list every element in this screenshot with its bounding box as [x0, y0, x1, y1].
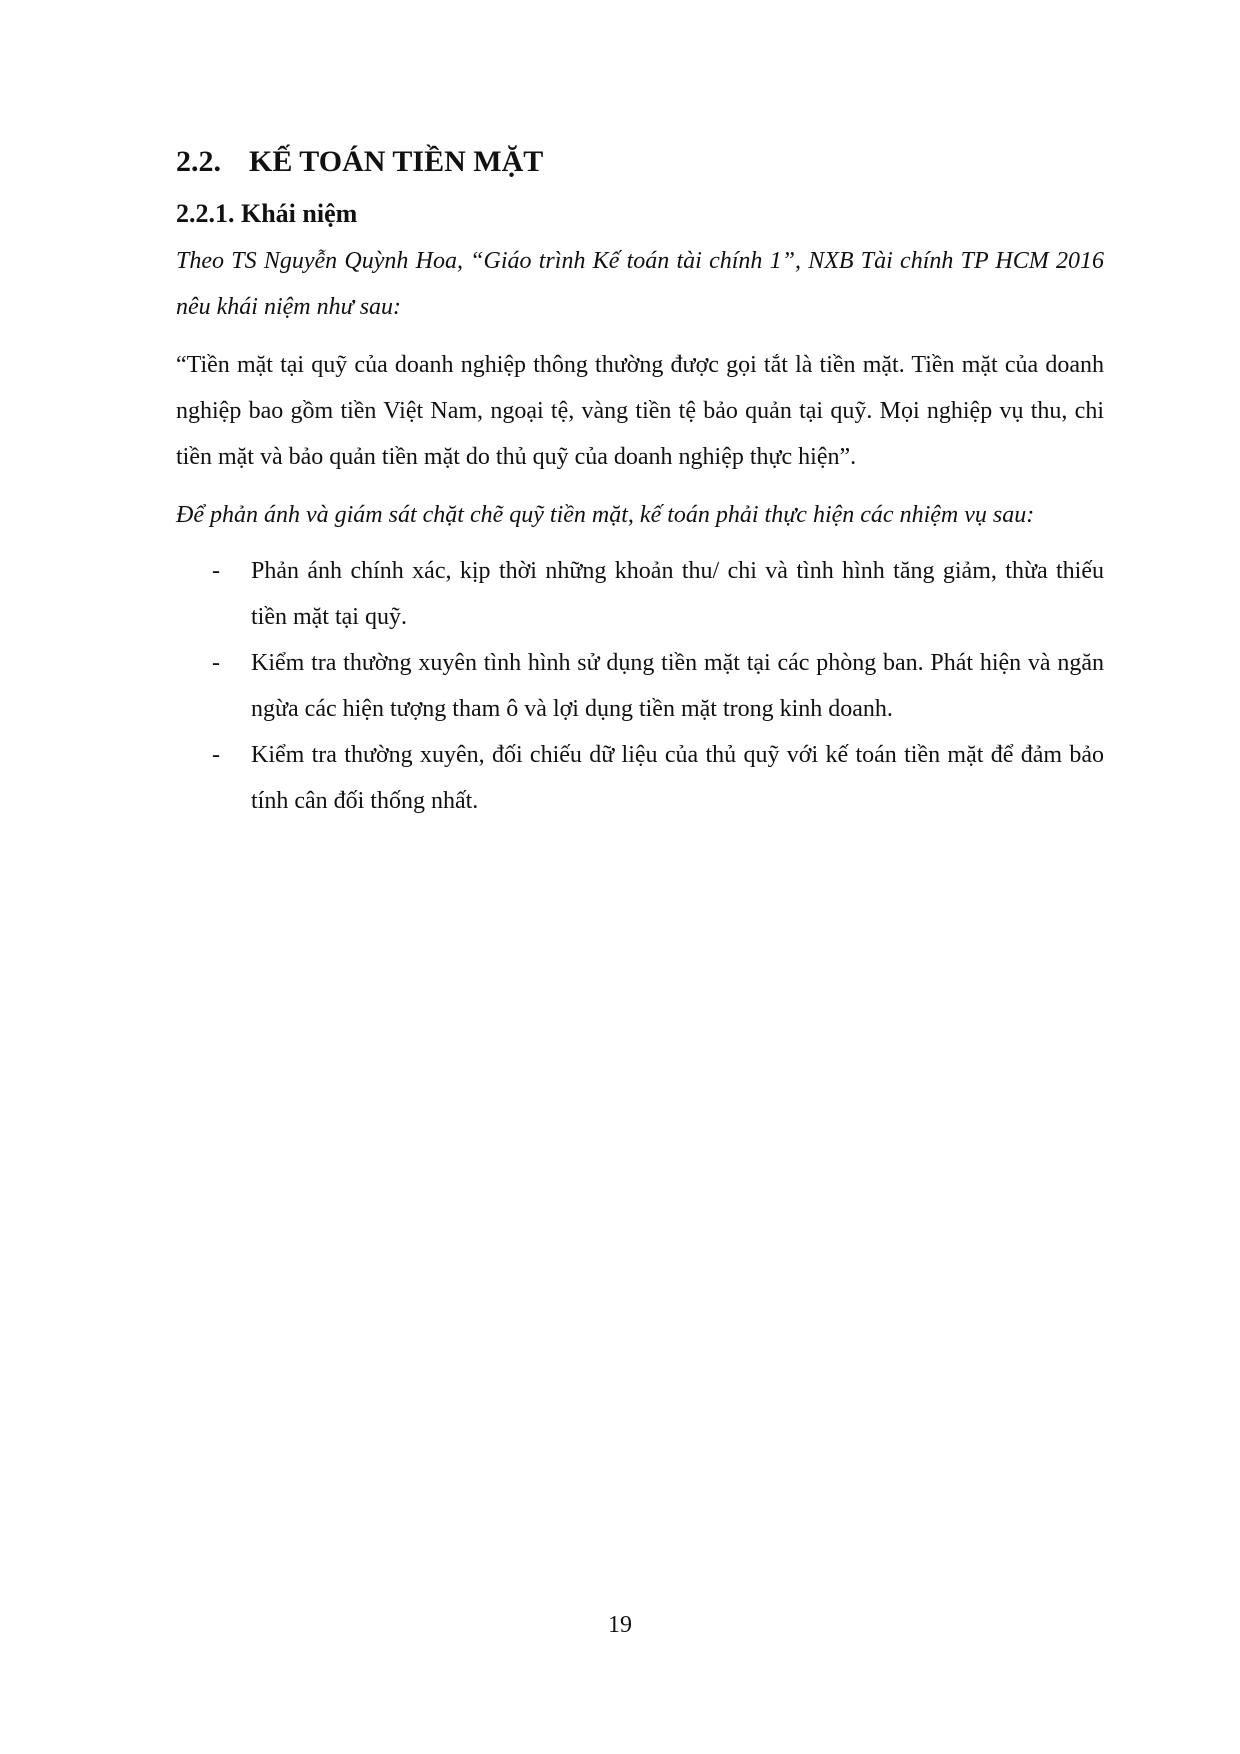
section-heading	[176, 140, 1104, 184]
tasks-intro: Để phản ánh và giám sát chặt chẽ quỹ tiền mặt, kế toán phải thực hiện các nhiệm vụ sau:	[176, 502, 1035, 528]
section-number: 2.2.	[176, 145, 221, 178]
list-dash: -	[212, 742, 220, 768]
page-number: 19	[608, 1612, 632, 1638]
page-content	[176, 140, 1104, 824]
list-item	[176, 732, 1104, 824]
list-dash: -	[212, 558, 220, 584]
definition-paragraph: “Tiền mặt tại quỹ của doanh nghiệp thông thường được gọi tắt là tiền mặt. Tiền mặt của doanh nghiệp bao gồm tiền Việt Nam, ngoại tệ, vàng tiền tệ bảo quản tại quỹ. Mọi nghiệp vụ thu, chi tiền mặt và bảo quản tiền mặt do thủ quỹ của doanh nghiệp thực hiện”.	[176, 352, 1104, 470]
list-item-text: Phản ánh chính xác, kịp thời những khoản thu/ chi và tình hình tăng giảm, thừa thiếu tiền mặt tại quỹ.	[251, 558, 1104, 630]
list-dash: -	[212, 650, 220, 676]
list-item	[176, 548, 1104, 640]
section-title: KẾ TOÁN TIỀN MẶT	[249, 145, 544, 178]
list-item	[176, 640, 1104, 732]
subsection-heading: 2.2.1. Khái niệm	[176, 199, 358, 228]
list-item-text: Kiểm tra thường xuyên, đối chiếu dữ liệu của thủ quỹ với kế toán tiền mặt để đảm bảo tính cân đối thống nhất.	[251, 742, 1104, 814]
source-note: Theo TS Nguyễn Quỳnh Hoa, “Giáo trình Kế toán tài chính 1”, NXB Tài chính TP HCM 2016 nêu khái niệm như sau:	[176, 248, 1104, 320]
list-item-text: Kiểm tra thường xuyên tình hình sử dụng tiền mặt tại các phòng ban. Phát hiện và ngăn ngừa các hiện tượng tham ô và lợi dụng tiền mặt trong kinh doanh.	[251, 650, 1104, 722]
tasks-list	[176, 548, 1104, 824]
